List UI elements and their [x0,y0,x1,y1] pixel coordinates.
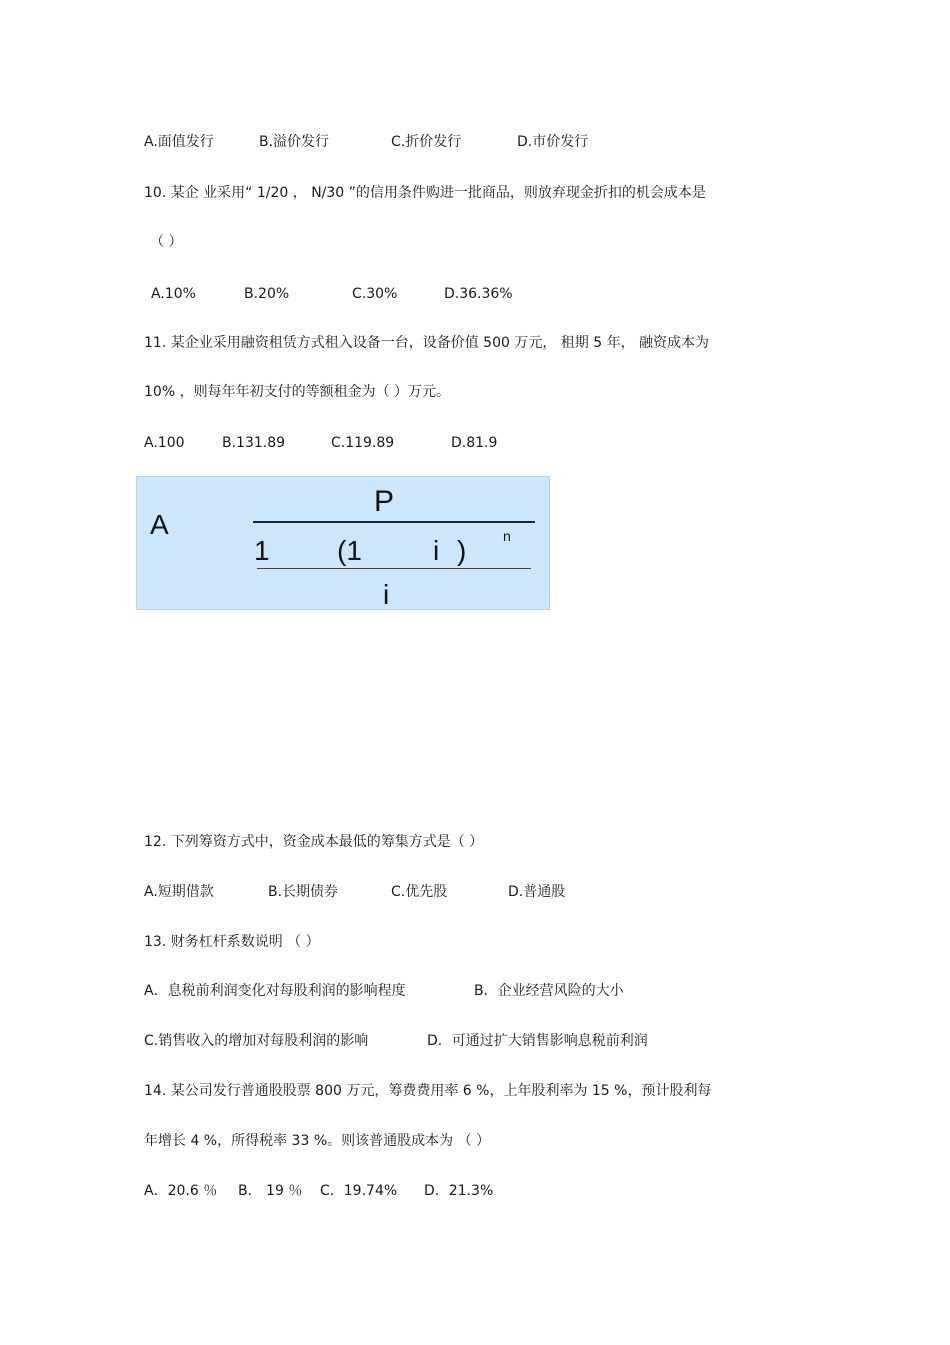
q14-option-c: C．19.74% [320,1183,398,1199]
q14-option-a: A．20.6 ％ [144,1183,218,1199]
q12-option-c: C.优先股 [391,884,448,900]
q14-stem-line2: 年增长 4 %，所得税率 33 %。则该普通股成本为 （ ） [144,1133,491,1149]
q12-stem: 12. 下列筹资方式中，资金成本最低的筹集方式是（ ） [144,834,484,850]
q10-option-d: D.36.36% [444,286,513,302]
q11-stem-line1: 11. 某企业采用融资租赁方式租入设备一台，设备价值 500 万元， 租期 5 年， 融资成本为 [144,335,710,351]
q11-option-a: A.100 [144,435,185,451]
formula-numerator: P [374,485,395,518]
formula-main-fraction-bar [253,521,535,523]
q10-option-c: C.30% [352,286,398,302]
q13-stem: 13. 财务杠杆系数说明 （ ） [144,934,320,950]
q12-option-b: B.长期债券 [268,884,339,900]
formula-label: A [150,509,169,540]
formula-denominator: i [383,579,390,610]
q9-option-c: C.折价发行 [391,134,462,150]
formula-close-paren: ) [457,535,467,566]
q9-option-b: B.溢价发行 [259,134,330,150]
q13-option-b: B．企业经营风险的大小 [474,983,624,999]
q14-option-b: B． 19 ％ [238,1183,303,1199]
q11-stem-line2: 10% ，则每年年初支付的等额租金为（ ）万元。 [144,384,451,400]
formula-open-paren: (1 [337,535,362,566]
q10-stem-line1: 10. 某企 业采用“ 1/20 ， N/30 ”的信用条件购进一批商品，则放弃现金折扣的机会成本是 [144,185,706,201]
q9-option-a: A.面值发行 [144,134,214,150]
q10-option-b: B.20% [244,286,290,302]
q13-option-d: D．可通过扩大销售影响息税前利润 [427,1033,648,1049]
q12-option-d: D.普通股 [508,884,566,900]
q11-option-d: D.81.9 [451,435,498,451]
formula-inner-fraction-bar [257,568,531,569]
q10-option-a: A.10% [151,286,196,302]
q13-option-a: A．息税前利润变化对每股利润的影响程度 [144,983,406,999]
annuity-formula-box [136,476,550,610]
formula-rate: i [433,535,440,566]
formula-exponent: n [503,528,511,544]
q11-option-c: C.119.89 [331,435,395,451]
q14-option-d: D．21.3% [424,1183,494,1199]
formula-one: 1 [254,535,270,566]
q10-stem-line2: （ ） [150,234,183,250]
q9-option-d: D.市价发行 [517,134,589,150]
q14-stem-line1: 14. 某公司发行普通股股票 800 万元，筹费费用率 6 %，上年股利率为 15 %，预计股利每 [144,1083,712,1099]
q13-option-c: C.销售收入的增加对每股利润的影响 [144,1033,369,1049]
q11-option-b: B.131.89 [222,435,286,451]
q12-option-a: A.短期借款 [144,884,214,900]
